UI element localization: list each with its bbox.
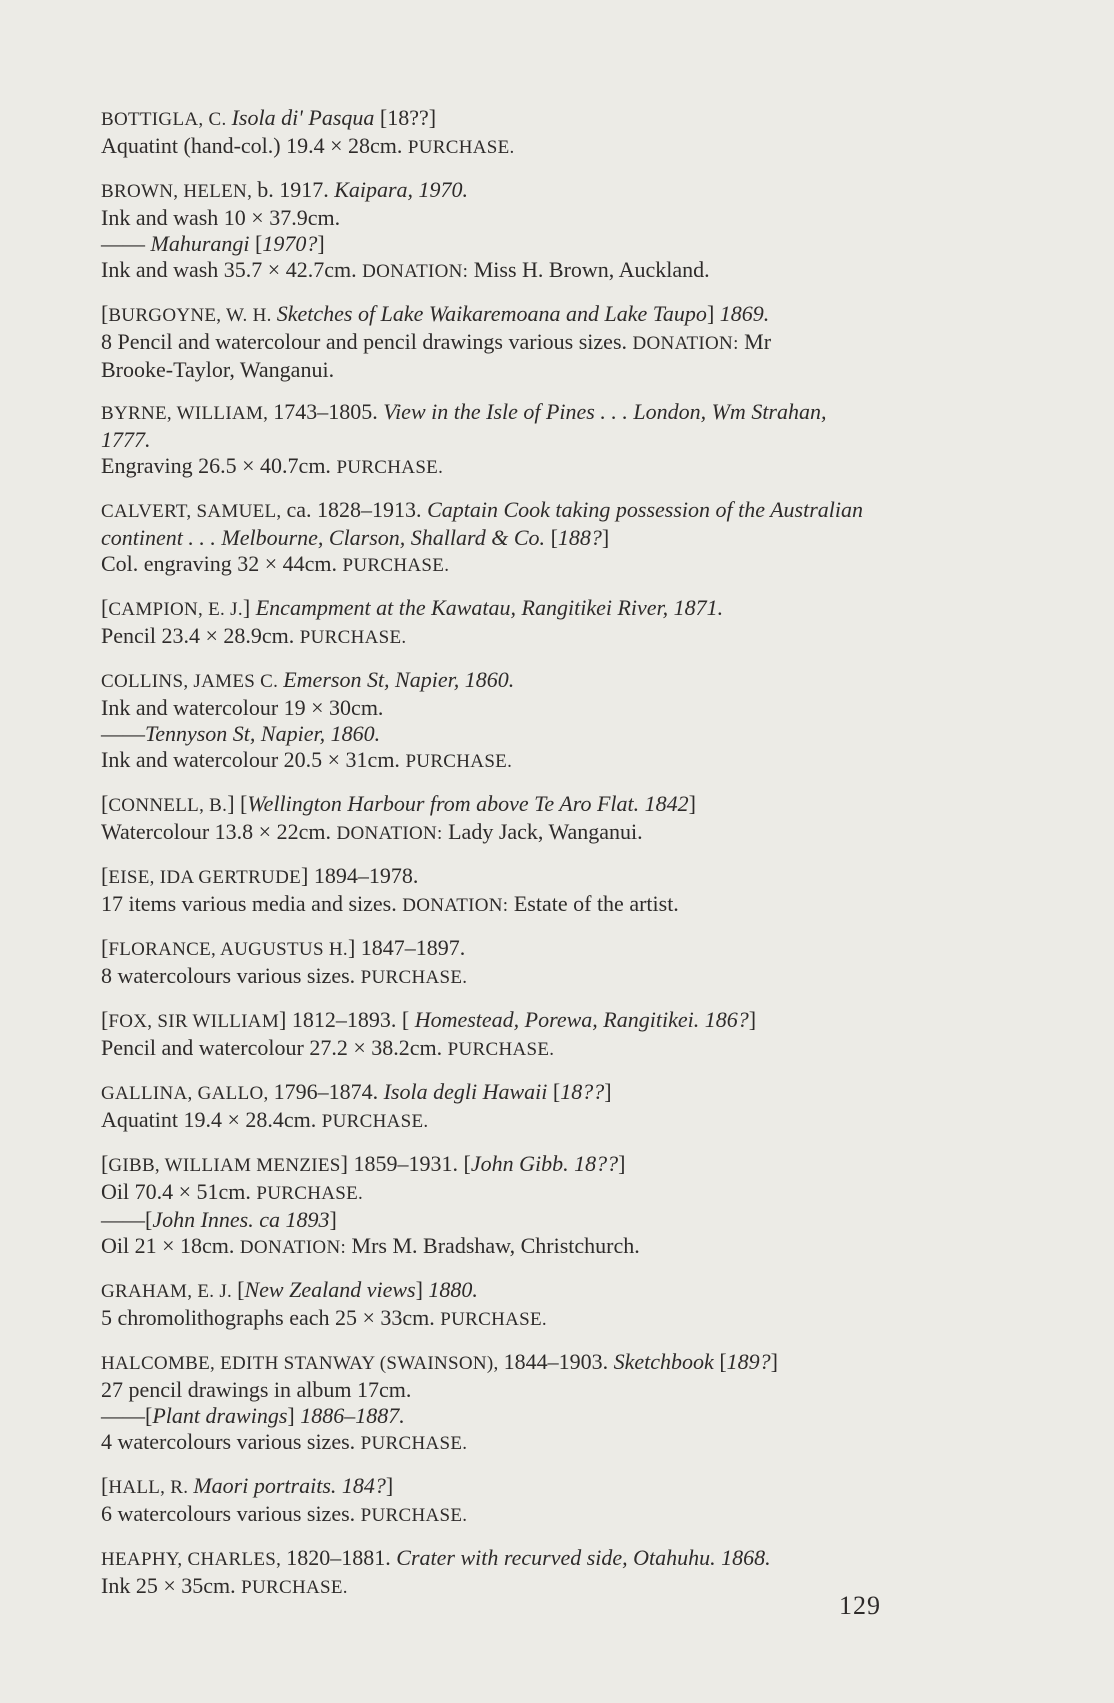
entry-line	[101, 891, 916, 919]
entry-text: Col. engraving 32 × 44cm.	[101, 551, 343, 576]
entry-line	[101, 1501, 916, 1529]
artist-name: PURCHASE.	[405, 751, 513, 772]
entry-line	[101, 525, 916, 551]
entry-text: Pencil 23.4 × 28.9cm.	[101, 623, 300, 648]
entry-text: [	[545, 525, 558, 550]
entry-line	[101, 935, 916, 963]
catalogue-entry-byrne	[101, 399, 916, 481]
entry-text: ] 1847–1897.	[347, 935, 466, 960]
entry-text: ] [	[227, 791, 248, 816]
catalogue-entry-campion	[101, 595, 916, 651]
entry-line	[101, 105, 916, 133]
artist-name: BOTTIGLA, C.	[101, 109, 232, 130]
entry-line	[101, 747, 916, 775]
catalogue-entry-halcombe	[101, 1349, 916, 1457]
entry-text: [	[237, 1277, 245, 1302]
artist-name: DONATION:	[336, 823, 443, 844]
work-title: Isola degli Hawaii	[383, 1079, 548, 1104]
entry-line	[101, 819, 916, 847]
entry-text: [	[713, 1349, 727, 1374]
entry-text: ]	[415, 1277, 429, 1302]
work-title: 1886–1887.	[300, 1403, 405, 1428]
catalogue-entry-heaphy	[101, 1545, 916, 1601]
work-title: continent . . . Melbourne, Clarson, Shallard & Co.	[101, 525, 546, 550]
artist-name: BROWN, HELEN,	[101, 181, 258, 202]
artist-name: PURCHASE.	[407, 137, 515, 158]
entry-line	[101, 1179, 916, 1207]
entry-line	[101, 357, 916, 383]
work-title: John Innes. ca 1893	[152, 1207, 330, 1232]
entry-text: Engraving 26.5 × 40.7cm.	[101, 453, 337, 478]
artist-name: GIBB, WILLIAM MENZIES	[108, 1155, 341, 1176]
artist-name: PURCHASE.	[360, 1505, 468, 1526]
entry-text: Oil 21 × 18cm.	[101, 1233, 240, 1258]
entry-line	[101, 1233, 916, 1261]
entry-text: [	[249, 231, 263, 256]
work-title: Sketches of Lake Waikaremoana and Lake Taupo	[276, 301, 707, 326]
work-title: Isola di' Pasqua	[231, 105, 375, 130]
entry-line	[101, 721, 916, 747]
work-title: 1869.	[719, 301, 770, 326]
catalogue-entry-fox	[101, 1007, 916, 1063]
entry-text: ——[	[101, 1403, 153, 1428]
entry-line	[101, 1151, 916, 1179]
work-title: John Gibb. 18??	[470, 1151, 619, 1176]
work-title: Wellington Harbour from above Te Aro Flat. 1842	[247, 791, 689, 816]
entry-text: ca. 1828–1913.	[286, 497, 428, 522]
entry-text: 8 Pencil and watercolour and pencil drawings various sizes.	[101, 329, 633, 354]
entry-text: Aquatint (hand-col.) 19.4 × 28cm.	[101, 133, 408, 158]
work-title: Sketchbook	[613, 1349, 714, 1374]
catalogue-entry-calvert	[101, 497, 916, 579]
artist-name: GRAHAM, E. J.	[101, 1281, 238, 1302]
entry-line	[101, 863, 916, 891]
artist-name: PURCHASE.	[256, 1183, 364, 1204]
work-title: Emerson St, Napier, 1860.	[283, 667, 515, 692]
artist-name: BURGOYNE, W. H.	[108, 305, 277, 326]
entry-text: [	[101, 1473, 109, 1498]
entry-text: ] 1894–1978.	[301, 863, 419, 888]
entry-line	[101, 1035, 916, 1063]
artist-name: PURCHASE.	[360, 967, 468, 988]
artist-name: DONATION:	[632, 333, 739, 354]
entry-text: [	[101, 935, 109, 960]
entry-text: ]	[604, 1079, 612, 1104]
artist-name: DONATION:	[402, 895, 509, 916]
artist-name: PURCHASE.	[321, 1111, 429, 1132]
entry-text: 17 items various media and sizes.	[101, 891, 403, 916]
entry-text: ]	[317, 231, 325, 256]
entry-text: ——[	[101, 1207, 153, 1232]
entry-line	[101, 1545, 916, 1573]
entry-text: Ink and wash 35.7 × 42.7cm.	[101, 257, 363, 282]
catalogue-entry-burgoyne	[101, 301, 916, 383]
catalogue-entries	[101, 105, 916, 1617]
artist-name: COLLINS, JAMES C.	[101, 671, 284, 692]
entry-text: [	[101, 1151, 109, 1176]
entry-line	[101, 1277, 916, 1305]
entry-text: 1820–1881.	[286, 1545, 397, 1570]
entry-text: Ink 25 × 35cm.	[101, 1573, 242, 1598]
entry-text: Mr	[738, 329, 772, 354]
entry-text: Mrs M. Bradshaw, Christchurch.	[346, 1233, 640, 1258]
artist-name: CAMPION, E. J.	[108, 599, 243, 620]
work-title: 188?	[557, 525, 602, 550]
entry-text: Pencil and watercolour 27.2 × 38.2cm.	[101, 1035, 448, 1060]
catalogue-entry-collins	[101, 667, 916, 775]
catalogue-entry-graham	[101, 1277, 916, 1333]
artist-name: CALVERT, SAMUEL,	[101, 501, 287, 522]
entry-line	[101, 1473, 916, 1501]
entry-text: 6 watercolours various sizes.	[101, 1501, 361, 1526]
catalogue-entry-gallina	[101, 1079, 916, 1135]
entry-line	[101, 1377, 916, 1403]
entry-text: [	[101, 301, 109, 326]
entry-line	[101, 963, 916, 991]
entry-text: [	[101, 791, 109, 816]
entry-text: ]	[385, 1473, 394, 1498]
entry-line	[101, 231, 916, 257]
entry-text: 8 watercolours various sizes.	[101, 963, 361, 988]
entry-line	[101, 1079, 916, 1107]
catalogue-entry-brown	[101, 177, 916, 285]
work-title: 1777.	[101, 427, 151, 452]
entry-text: Ink and watercolour 20.5 × 31cm.	[101, 747, 406, 772]
work-title: Encampment at the Kawatau, Rangitikei River, 1871.	[255, 595, 724, 620]
entry-line	[101, 791, 916, 819]
entry-line	[101, 329, 916, 357]
entry-text: [	[547, 1079, 561, 1104]
artist-name: BYRNE, WILLIAM,	[101, 403, 274, 424]
entry-text: [	[101, 863, 109, 888]
entry-text: b. 1917.	[257, 177, 335, 202]
artist-name: DONATION:	[362, 261, 469, 282]
entry-text: 4 watercolours various sizes.	[101, 1429, 361, 1454]
entry-text: 1743–1805.	[273, 399, 384, 424]
entry-line	[101, 667, 916, 695]
entry-line	[101, 205, 916, 231]
entry-line	[101, 133, 916, 161]
entry-text: ]	[329, 1207, 337, 1232]
artist-name: CONNELL, B.	[108, 795, 228, 816]
artist-name: FLORANCE, AUGUSTUS H.	[108, 939, 348, 960]
work-title: 18??	[560, 1079, 605, 1104]
entry-text: [	[101, 595, 109, 620]
entry-line	[101, 1349, 916, 1377]
artist-name: FOX, SIR WILLIAM	[108, 1011, 280, 1032]
entry-line	[101, 1305, 916, 1333]
entry-text: ]	[770, 1349, 778, 1374]
entry-text: 1844–1903.	[503, 1349, 614, 1374]
artist-name: PURCHASE.	[360, 1433, 468, 1454]
entry-line	[101, 623, 916, 651]
entry-text: ——	[101, 721, 145, 746]
entry-text: ]	[242, 595, 256, 620]
work-title: Plant drawings	[152, 1403, 288, 1428]
entry-text: ]	[287, 1403, 301, 1428]
work-title: 1970?	[262, 231, 318, 256]
entry-line	[101, 551, 916, 579]
entry-text: ]	[618, 1151, 626, 1176]
entry-line	[101, 427, 916, 453]
entry-text: ] 1859–1931. [	[340, 1151, 471, 1176]
entry-line	[101, 1207, 916, 1233]
work-title: Crater with recurved side, Otahuhu. 1868.	[396, 1545, 771, 1570]
work-title: New Zealand views	[244, 1277, 416, 1302]
catalogue-entry-bottigla	[101, 105, 916, 161]
entry-text: Brooke-Taylor, Wanganui.	[101, 357, 335, 382]
artist-name: PURCHASE.	[241, 1577, 348, 1598]
entry-line	[101, 301, 916, 329]
catalogue-entry-eise	[101, 863, 916, 919]
entry-text: ——	[101, 231, 151, 256]
entry-text: 27 pencil drawings in album 17cm.	[101, 1377, 412, 1402]
work-title: Kaipara, 1970.	[334, 177, 469, 202]
entry-line	[101, 695, 916, 721]
artist-name: EISE, IDA GERTRUDE	[108, 867, 301, 888]
page-number: 129	[839, 1591, 881, 1620]
entry-text: ]	[706, 301, 720, 326]
entry-line	[101, 1573, 916, 1601]
entry-line	[101, 1429, 916, 1457]
catalogue-entry-hall	[101, 1473, 916, 1529]
entry-text: ] 1812–1893. [	[279, 1007, 415, 1032]
entry-text: Oil 70.4 × 51cm.	[101, 1179, 257, 1204]
entry-line	[101, 257, 916, 285]
entry-text: ]	[601, 525, 610, 550]
work-title: 189?	[726, 1349, 771, 1374]
entry-line	[101, 453, 916, 481]
entry-line	[101, 1403, 916, 1429]
entry-text: Ink and watercolour 19 × 30cm.	[101, 695, 384, 720]
artist-name: PURCHASE.	[447, 1039, 555, 1060]
entry-line	[101, 177, 916, 205]
entry-line	[101, 1107, 916, 1135]
entry-line	[101, 399, 916, 427]
entry-text: Watercolour 13.8 × 22cm.	[101, 819, 337, 844]
artist-name: HALCOMBE, EDITH STANWAY (SWAINSON),	[101, 1353, 504, 1374]
work-title: View in the Isle of Pines . . . London, Wm Strahan,	[383, 399, 827, 424]
entry-line	[101, 1007, 916, 1035]
catalogue-entry-florance	[101, 935, 916, 991]
catalogue-entry-gibb	[101, 1151, 916, 1261]
artist-name: HALL, R.	[108, 1477, 194, 1498]
artist-name: DONATION:	[239, 1237, 347, 1258]
artist-name: PURCHASE.	[299, 627, 407, 648]
entry-text: Estate of the artist.	[508, 891, 679, 916]
work-title: Maori portraits. 184?	[193, 1473, 386, 1498]
entry-text: 1796–1874.	[273, 1079, 384, 1104]
work-title: Homestead, Porewa, Rangitikei. 186?	[414, 1007, 749, 1032]
entry-text: [	[101, 1007, 109, 1032]
entry-text: [18??]	[374, 105, 437, 130]
artist-name: PURCHASE.	[336, 457, 444, 478]
artist-name: GALLINA, GALLO,	[101, 1083, 274, 1104]
work-title: Mahurangi	[150, 231, 250, 256]
artist-name: PURCHASE.	[440, 1309, 547, 1330]
work-title: 1880.	[428, 1277, 478, 1302]
entry-text: Ink and wash 10 × 37.9cm.	[101, 205, 341, 230]
entry-text: Miss H. Brown, Auckland.	[468, 257, 710, 282]
entry-text: ]	[748, 1007, 757, 1032]
work-title: Captain Cook taking possession of the Australian	[427, 497, 864, 522]
entry-text: ]	[688, 791, 696, 816]
entry-text: Aquatint 19.4 × 28.4cm.	[101, 1107, 322, 1132]
entry-text: 5 chromolithographs each 25 × 33cm.	[101, 1305, 441, 1330]
artist-name: PURCHASE.	[342, 555, 450, 576]
catalogue-entry-connell	[101, 791, 916, 847]
entry-text: Lady Jack, Wanganui.	[442, 819, 643, 844]
entry-line	[101, 497, 916, 525]
entry-line	[101, 595, 916, 623]
work-title: Tennyson St, Napier, 1860.	[145, 721, 381, 746]
artist-name: HEAPHY, CHARLES,	[101, 1549, 287, 1570]
